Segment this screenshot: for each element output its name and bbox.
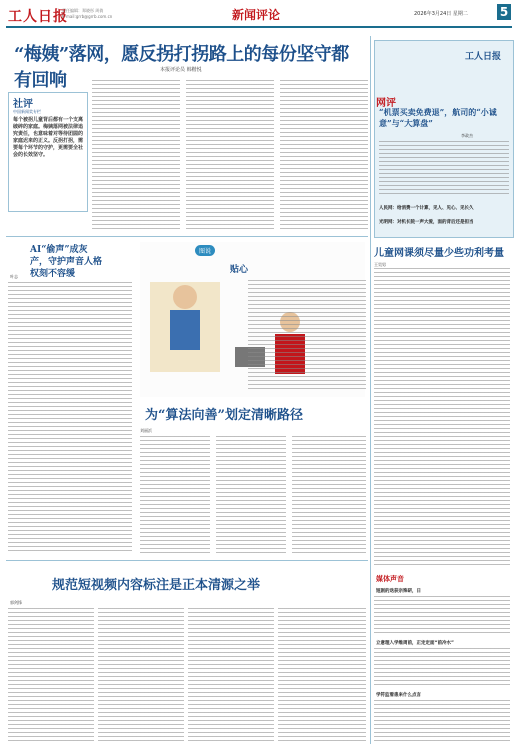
email-line: E-mail:grrb@grrb.com.cn	[62, 14, 113, 19]
right-box-list-1: 人民网：给消费一个计算，见人、见心、见长久	[379, 206, 474, 211]
mid-headline: 为“算法向善”划定清晰路径	[145, 408, 303, 423]
page-number: 5	[497, 4, 511, 20]
mid-writer: 刘丽浜	[140, 428, 152, 433]
lead-text-col-1	[92, 80, 180, 230]
page-header	[0, 0, 515, 28]
left-col-title: AI“偷声”成灰产，守护声音人格权刻不容缓	[30, 245, 103, 279]
right-commentary-box	[374, 40, 514, 238]
right-divider	[370, 36, 371, 744]
right-writer: 王昊男	[374, 262, 386, 267]
lead-text-col-2	[186, 80, 274, 230]
bottom-text-col-1	[8, 608, 94, 744]
net-label: 网评	[376, 98, 396, 109]
cartoon-badge: 图说	[195, 245, 215, 256]
voices-text-3	[374, 700, 510, 744]
right-box-list-2: 光明网：对机长院一声大爱，面的背后还是担当	[379, 220, 474, 225]
lead-headline: “梅姨”落网，愿反拐打拐路上的每份坚守都有回响	[14, 44, 349, 91]
lead-text-col-3	[280, 80, 368, 230]
right-box-brand: 工人日报	[465, 52, 502, 62]
editor-line: 责任编辑：郑晓彤 周倩	[62, 8, 104, 13]
divider-2	[6, 560, 368, 561]
shepin-sub: 中国新闻奖专栏	[13, 109, 41, 114]
bottom-writer: 郭剑锋	[10, 600, 22, 605]
mid-text-col-2	[216, 436, 286, 556]
mid-text-col-3	[292, 436, 366, 556]
divider-1	[6, 236, 368, 237]
shepin-body: 每个被拐儿童背后都有一个支离破碎的家庭。梅姨落网被法律追究责任，也意味着对等待团圆的家庭迟来的正义。反拐打拐，需要每个环节的守护，更需要全社会的长效坚守。	[13, 117, 84, 158]
right-box-title: “机票买卖免费退”，航司的“小诚意”与“大算盘”	[379, 107, 497, 128]
left-col-text	[8, 282, 132, 552]
shepin-label: 社评	[13, 99, 33, 110]
newspaper-logo: 工人日报	[8, 9, 68, 25]
bottom-headline: 规范短视频内容标注是正本清源之举	[52, 578, 261, 593]
voices-item-2: 立意理入学维周前，正定定面“前冷水”	[376, 641, 454, 646]
cartoon-title: 贴心	[230, 265, 249, 275]
right-headline: 儿童网课须尽量少些功利考量	[374, 248, 504, 259]
lead-byline: 本报评论员 韩楷悦	[160, 67, 202, 73]
voices-label: 媒体声音	[376, 574, 404, 583]
right-text	[374, 268, 510, 568]
bottom-text-col-3	[188, 608, 274, 744]
left-col-writer: 叶志	[10, 274, 18, 279]
section-title: 新闻评论	[232, 8, 281, 22]
bottom-text-col-4	[278, 608, 366, 744]
right-box-writer: 李政杰	[461, 133, 473, 138]
cartoon-caption	[248, 280, 366, 390]
voices-item-1: 短剧的迭获宗殊研，日	[376, 589, 421, 594]
right-box-text	[379, 141, 509, 197]
bottom-text-col-2	[98, 608, 184, 744]
shepin-box	[8, 92, 88, 212]
issue-date: 2026年3月24日 星期二	[414, 11, 468, 17]
header-rule	[6, 26, 512, 28]
voices-text-1	[374, 596, 510, 636]
voices-text-2	[374, 648, 510, 688]
voices-item-3: 学符监看患来什么点言	[376, 693, 421, 698]
mid-text-col-1	[140, 436, 210, 556]
